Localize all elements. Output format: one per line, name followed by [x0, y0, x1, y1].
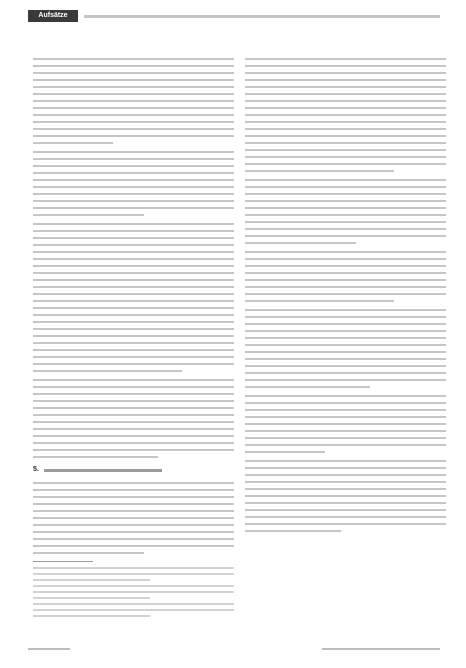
- text-line: [33, 114, 234, 116]
- text-line: [33, 272, 234, 274]
- footnotes: [33, 561, 234, 617]
- text-line: [245, 488, 446, 490]
- text-line: [33, 321, 234, 323]
- text-line: [33, 545, 234, 547]
- text-line: [33, 93, 234, 95]
- text-line: [33, 223, 234, 225]
- text-line: [245, 372, 446, 374]
- text-line: [245, 467, 446, 469]
- text-line: [245, 286, 446, 288]
- left-column: [33, 58, 234, 621]
- text-line: [33, 517, 234, 519]
- text-line: [33, 100, 234, 102]
- text-line: [33, 442, 234, 444]
- text-line: [33, 363, 234, 365]
- text-line: [245, 416, 446, 418]
- text-line: [245, 193, 446, 195]
- text-line: [245, 93, 446, 95]
- text-line: [33, 370, 182, 372]
- text-line: [245, 265, 446, 267]
- footnote-line: [33, 579, 150, 581]
- text-line: [245, 163, 446, 165]
- text-line: [245, 258, 446, 260]
- text-line: [245, 207, 446, 209]
- text-line: [33, 538, 234, 540]
- text-line: [33, 172, 234, 174]
- text-line: [33, 496, 234, 498]
- text-line: [33, 456, 158, 458]
- text-line: [245, 300, 394, 302]
- text-line: [245, 221, 446, 223]
- text-line: [33, 251, 234, 253]
- text-line: [245, 200, 446, 202]
- text-line: [33, 293, 234, 295]
- text-line: [245, 142, 446, 144]
- text-line: [245, 242, 356, 244]
- text-line: [33, 135, 234, 137]
- section-number: 5.: [33, 466, 39, 473]
- text-line: [33, 435, 234, 437]
- text-line: [245, 379, 446, 381]
- text-line: [245, 309, 446, 311]
- text-line: [245, 386, 370, 388]
- text-line: [33, 510, 234, 512]
- text-line: [245, 79, 446, 81]
- text-line: [245, 460, 446, 462]
- text-line: [33, 86, 234, 88]
- text-line: [245, 86, 446, 88]
- text-line: [245, 351, 446, 353]
- text-line: [33, 414, 234, 416]
- text-line: [245, 323, 446, 325]
- text-line: [33, 151, 234, 153]
- text-line: [33, 230, 234, 232]
- text-line: [245, 481, 446, 483]
- text-line: [33, 524, 234, 526]
- paragraph: [245, 395, 446, 453]
- text-line: [33, 158, 234, 160]
- text-line: [33, 307, 234, 309]
- paragraph: [245, 460, 446, 532]
- text-line: [245, 100, 446, 102]
- section-tag: Aufsätze: [28, 10, 78, 22]
- text-line: [33, 407, 234, 409]
- text-line: [245, 430, 446, 432]
- text-line: [33, 193, 234, 195]
- footer-page-info: [28, 648, 70, 650]
- text-line: [33, 200, 234, 202]
- text-line: [245, 58, 446, 60]
- paragraph: [245, 251, 446, 302]
- text-line: [245, 72, 446, 74]
- page-footer: [28, 646, 440, 652]
- text-line: [33, 128, 234, 130]
- text-line: [33, 379, 234, 381]
- text-line: [245, 228, 446, 230]
- section-heading: [33, 466, 234, 474]
- text-line: [245, 65, 446, 67]
- paragraph: [245, 58, 446, 172]
- running-title-text: [84, 15, 440, 18]
- footnote-line: [33, 573, 234, 575]
- text-line: [245, 409, 446, 411]
- text-line: [245, 170, 394, 172]
- text-line: [33, 258, 234, 260]
- text-line: [33, 65, 234, 67]
- footnote-line: [33, 591, 234, 593]
- text-line: [245, 451, 325, 453]
- text-line: [245, 530, 341, 532]
- text-line: [33, 482, 234, 484]
- text-line: [245, 365, 446, 367]
- text-line: [33, 503, 234, 505]
- right-column: [245, 58, 446, 539]
- text-line: [33, 107, 234, 109]
- text-line: [33, 186, 234, 188]
- text-line: [33, 214, 144, 216]
- footnote-line: [33, 585, 234, 587]
- section-heading-text: [44, 469, 162, 472]
- text-line: [33, 449, 234, 451]
- footnote-line: [33, 615, 150, 617]
- text-line: [33, 428, 234, 430]
- paragraph: [33, 151, 234, 216]
- text-line: [33, 207, 234, 209]
- text-line: [245, 444, 446, 446]
- text-line: [33, 79, 234, 81]
- text-line: [33, 386, 234, 388]
- paragraph: [33, 58, 234, 144]
- paragraph: [33, 223, 234, 372]
- text-line: [245, 149, 446, 151]
- running-header: [28, 10, 440, 22]
- footnote-line: [33, 567, 234, 569]
- text-line: [33, 531, 234, 533]
- text-line: [245, 395, 446, 397]
- text-line: [33, 244, 234, 246]
- text-line: [245, 214, 446, 216]
- footnote-line: [33, 603, 234, 605]
- text-line: [33, 552, 144, 554]
- text-line: [33, 393, 234, 395]
- text-line: [33, 142, 113, 144]
- footnote-rule: [33, 561, 93, 562]
- text-line: [245, 337, 446, 339]
- text-line: [245, 502, 446, 504]
- text-line: [245, 474, 446, 476]
- text-line: [33, 349, 234, 351]
- text-line: [245, 121, 446, 123]
- text-line: [33, 314, 234, 316]
- text-line: [33, 265, 234, 267]
- text-line: [33, 58, 234, 60]
- text-line: [33, 179, 234, 181]
- text-line: [245, 107, 446, 109]
- text-line: [245, 156, 446, 158]
- text-line: [245, 186, 446, 188]
- text-line: [33, 421, 234, 423]
- text-line: [245, 128, 446, 130]
- text-line: [245, 402, 446, 404]
- text-line: [33, 489, 234, 491]
- text-line: [245, 358, 446, 360]
- footer-publisher-info: [322, 648, 440, 650]
- text-line: [245, 179, 446, 181]
- text-line: [33, 300, 234, 302]
- text-line: [33, 121, 234, 123]
- text-line: [245, 251, 446, 253]
- text-line: [245, 495, 446, 497]
- text-line: [245, 516, 446, 518]
- text-line: [33, 165, 234, 167]
- text-line: [245, 272, 446, 274]
- text-line: [33, 286, 234, 288]
- text-line: [245, 437, 446, 439]
- text-line: [33, 356, 234, 358]
- footnote-line: [33, 609, 234, 611]
- paragraph: [245, 309, 446, 388]
- text-line: [245, 330, 446, 332]
- text-line: [33, 279, 234, 281]
- text-line: [33, 72, 234, 74]
- text-line: [245, 423, 446, 425]
- text-line: [245, 114, 446, 116]
- paragraph: [33, 482, 234, 554]
- text-line: [245, 344, 446, 346]
- text-line: [33, 335, 234, 337]
- footnote-line: [33, 597, 150, 599]
- text-line: [245, 293, 446, 295]
- paragraph: [245, 179, 446, 244]
- text-line: [33, 237, 234, 239]
- text-line: [33, 328, 234, 330]
- paragraph: [33, 379, 234, 458]
- text-line: [245, 135, 446, 137]
- text-line: [245, 279, 446, 281]
- text-line: [245, 316, 446, 318]
- text-line: [245, 235, 446, 237]
- text-line: [245, 509, 446, 511]
- text-line: [33, 400, 234, 402]
- text-line: [245, 523, 446, 525]
- section-body: [33, 482, 234, 554]
- text-line: [33, 342, 234, 344]
